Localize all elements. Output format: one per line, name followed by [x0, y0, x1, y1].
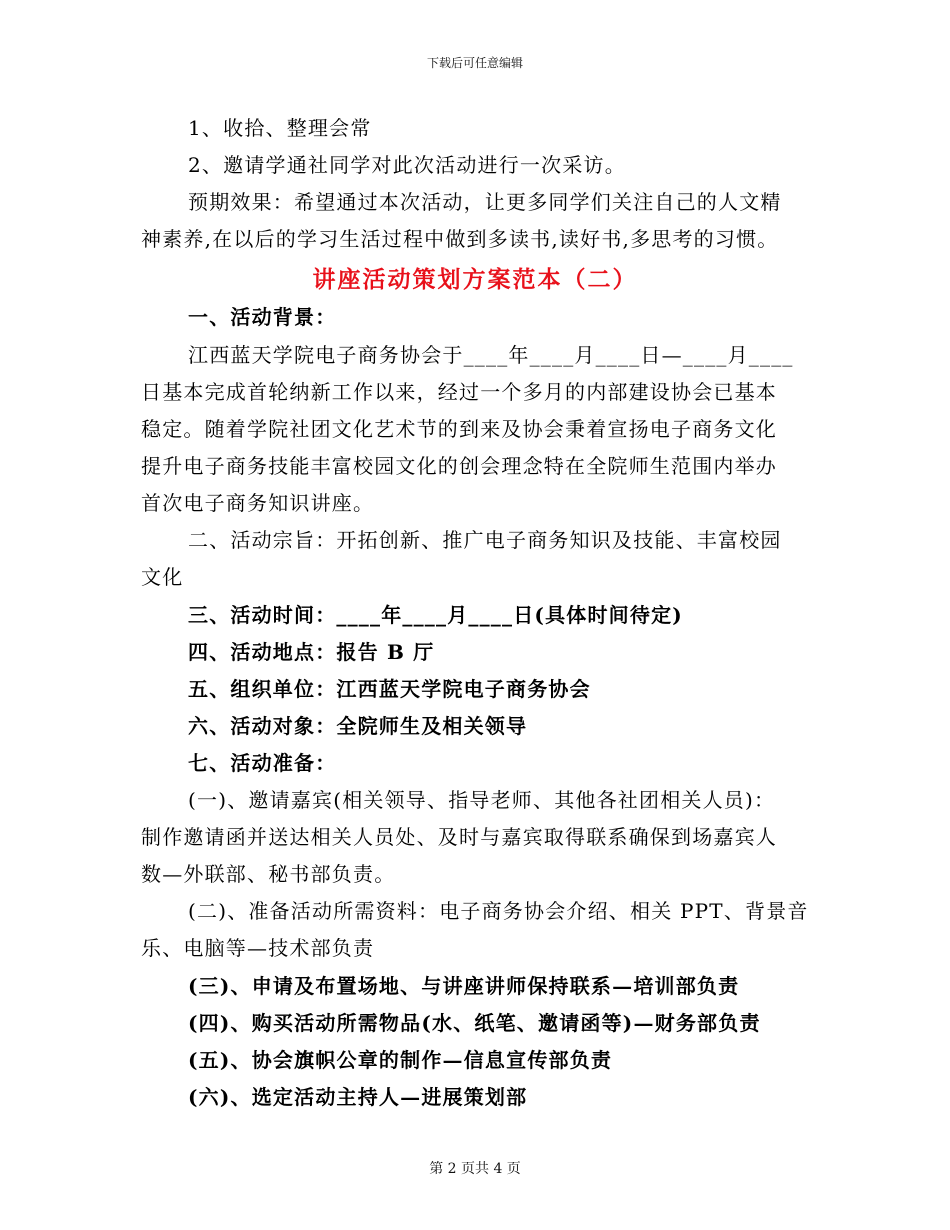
text-line: 稳定。随着学院社团文化艺术节的到来及协会秉着宣扬电子商务文化 — [141, 417, 777, 441]
text-line: 乐、电脑等—技术部负责 — [141, 936, 375, 960]
heading-audience: 六、活动对象：全院师生及相关领导 — [188, 714, 528, 738]
page-header: 下载后可任意编辑 — [426, 56, 523, 70]
heading-preparation: 七、活动准备： — [188, 751, 337, 775]
list-item: (四)、购买活动所需物品(水、纸笔、邀请函等)—财务部负责 — [188, 1011, 761, 1035]
text-line: 日基本完成首轮纳新工作以来，经过一个多月的内部建设协会已基本 — [141, 380, 777, 404]
heading-location: 四、活动地点：报告 B 厅 — [188, 640, 435, 664]
list-item: (六)、选定活动主持人—进展策划部 — [188, 1085, 528, 1109]
page-footer: 第 2 页共 4 页 — [429, 1161, 521, 1177]
text-line: (二)、准备活动所需资料：电子商务协会介绍、相关 PPT、背景音 — [188, 899, 809, 923]
text-line: 制作邀请函并送达相关人员处、及时与嘉宾取得联系确保到场嘉宾人 — [141, 825, 777, 849]
text-line: 江西蓝天学院电子商务协会于____年____月____日—____月____ — [188, 343, 794, 367]
text-line: 1、收拾、整理会常 — [188, 116, 372, 140]
text-line: 预期效果：希望通过本次活动，让更多同学们关注自己的人文精 — [188, 190, 782, 214]
text-line: 数—外联部、秘书部负责。 — [141, 862, 396, 886]
text-line: 二、活动宗旨：开拓创新、推广电子商务知识及技能、丰富校园 — [188, 528, 782, 552]
heading-time: 三、活动时间：____年____月____日(具体时间待定) — [188, 603, 683, 627]
list-item: (三)、申请及布置场地、与讲座讲师保持联系—培训部负责 — [188, 974, 740, 998]
section-title: 讲座活动策划方案范本（二） — [312, 266, 638, 293]
text-line: 首次电子商务知识讲座。 — [141, 491, 375, 515]
list-item: (五)、协会旗帜公章的制作—信息宣传部负责 — [188, 1048, 613, 1072]
text-line: 2、邀请学通社同学对此次活动进行一次采访。 — [188, 153, 626, 177]
text-line: 神素养,在以后的学习生活过程中做到多读书,读好书,多思考的习惯。 — [141, 227, 779, 251]
text-line: 提升电子商务技能丰富校园文化的创会理念特在全院师生范围内举办 — [141, 454, 777, 478]
heading-organizer: 五、组织单位：江西蓝天学院电子商务协会 — [188, 677, 591, 701]
text-line: 文化 — [141, 565, 184, 589]
heading-background: 一、活动背景： — [188, 305, 337, 329]
text-line: (一)、邀请嘉宾(相关领导、指导老师、其他各社团相关人员)： — [188, 788, 776, 812]
